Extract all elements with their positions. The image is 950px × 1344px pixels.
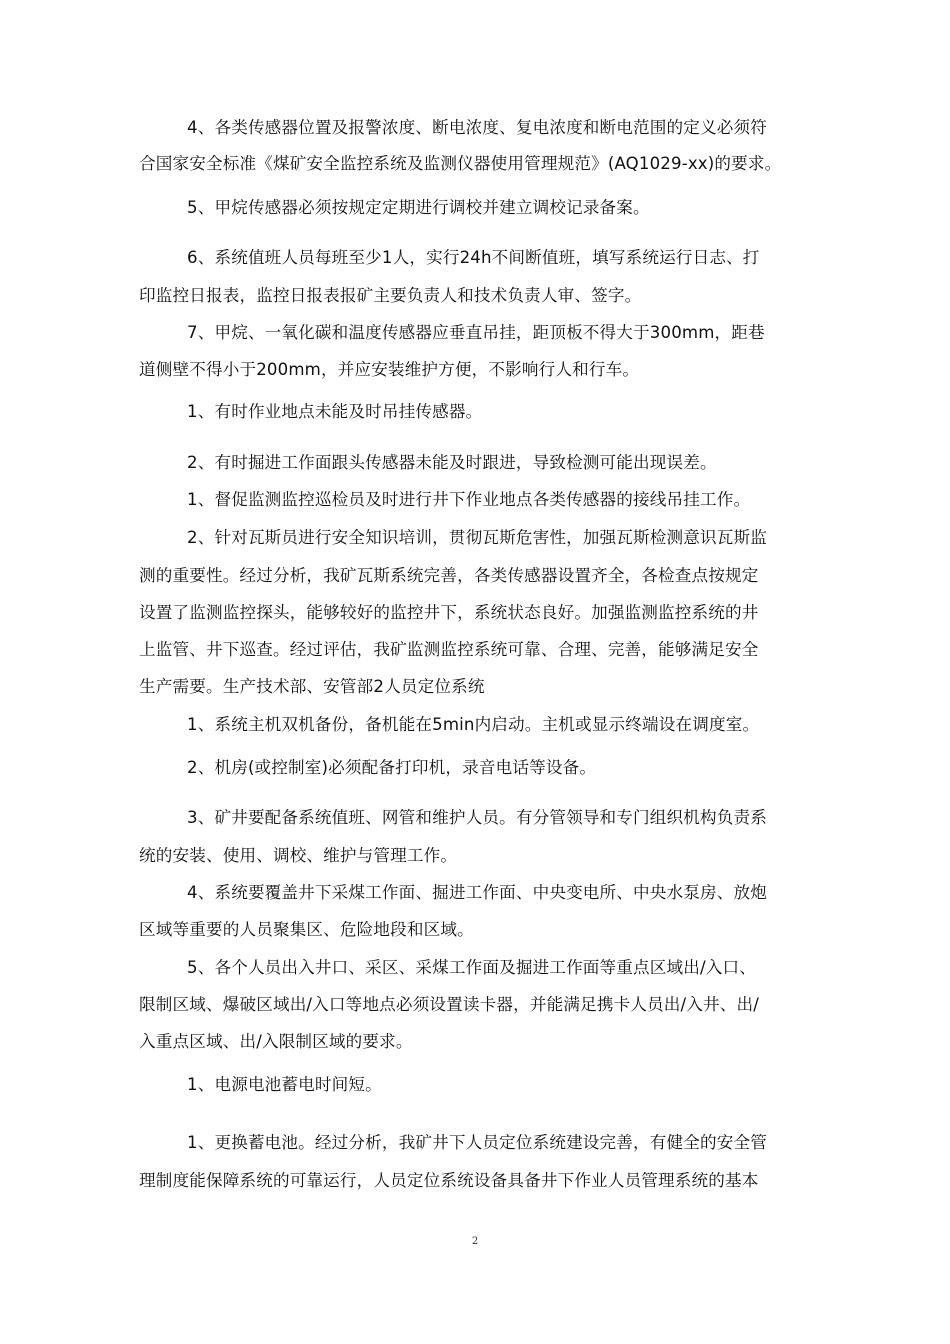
paragraph-line: 2、有时掘进工作面跟头传感器未能及时跟进，导致检测可能出现误差。 bbox=[187, 453, 717, 472]
paragraph-line: 5、各个人员出入井口、采区、采煤工作面及掘进工作面等重点区域出/入口、 bbox=[187, 958, 756, 977]
paragraph-line: 1、更换蓄电池。经过分析，我矿井下人员定位系统建设完善，有健全的安全管 bbox=[187, 1133, 767, 1152]
paragraph-line: 理制度能保障系统的可靠运行，人员定位系统设备具备井下作业人员管理系统的基本 bbox=[139, 1171, 759, 1190]
paragraph-line: 印监控日报表，监控日报表报矿主要负责人和技术负责人审、签字。 bbox=[139, 286, 642, 305]
paragraph-line: 入重点区域、出/入限制区域的要求。 bbox=[139, 1032, 413, 1051]
paragraph-line: 统的安装、使用、调校、维护与管理工作。 bbox=[139, 846, 458, 865]
page-number: 2 bbox=[471, 1236, 479, 1247]
paragraph-line: 2、机房(或控制室)必须配备打印机，录音电话等设备。 bbox=[187, 758, 597, 777]
paragraph-line: 7、甲烷、一氧化碳和温度传感器应垂直吊挂，距顶板不得大于300mm，距巷 bbox=[187, 323, 765, 342]
paragraph-line: 6、系统值班人员每班至少1人，实行24h不间断值班，填写系统运行日志、打 bbox=[187, 248, 760, 267]
paragraph-line: 合国家安全标准《煤矿安全监控系统及监测仪器使用管理规范》(AQ1029-xx)的要求。 bbox=[139, 154, 782, 173]
paragraph-line: 测的重要性。经过分析，我矿瓦斯系统完善，各类传感器设置齐全，各检查点按规定 bbox=[139, 566, 759, 585]
paragraph-line: 上监管、井下巡查。经过评估，我矿监测监控系统可靠、合理、完善，能够满足安全 bbox=[139, 640, 759, 659]
paragraph-line: 道侧壁不得小于200mm，并应安装维护方便，不影响行人和行车。 bbox=[139, 360, 640, 379]
paragraph-line: 限制区域、爆破区域出/入口等地点必须设置读卡器，并能满足携卡人员出/入井、出/ bbox=[139, 995, 759, 1014]
paragraph-line: 2、针对瓦斯员进行安全知识培训，贯彻瓦斯危害性，加强瓦斯检测意识瓦斯监 bbox=[187, 528, 767, 547]
paragraph-line: 4、系统要覆盖井下采煤工作面、掘进工作面、中央变电所、中央水泵房、放炮 bbox=[187, 883, 767, 902]
paragraph-line: 区域等重要的人员聚集区、危险地段和区域。 bbox=[139, 920, 474, 939]
paragraph-line: 设置了监测监控探头，能够较好的监控井下，系统状态良好。加强监测监控系统的井 bbox=[139, 603, 759, 622]
paragraph-line: 生产需要。生产技术部、安管部2人员定位系统 bbox=[139, 677, 485, 696]
paragraph-line: 1、系统主机双机备份，备机能在5min内启动。主机或显示终端设在调度室。 bbox=[187, 715, 760, 734]
paragraph-line: 1、有时作业地点未能及时吊挂传感器。 bbox=[187, 402, 483, 421]
paragraph-line: 1、督促监测监控巡检员及时进行井下作业地点各类传感器的接线吊挂工作。 bbox=[187, 490, 751, 509]
paragraph-line: 4、各类传感器位置及报警浓度、断电浓度、复电浓度和断电范围的定义必须符 bbox=[187, 118, 767, 137]
paragraph-line: 5、甲烷传感器必须按规定定期进行调校并建立调校记录备案。 bbox=[187, 198, 650, 217]
paragraph-line: 1、电源电池蓄电时间短。 bbox=[187, 1075, 382, 1094]
paragraph-line: 3、矿井要配备系统值班、网管和维护人员。有分管领导和专门组织机构负责系 bbox=[187, 808, 767, 827]
